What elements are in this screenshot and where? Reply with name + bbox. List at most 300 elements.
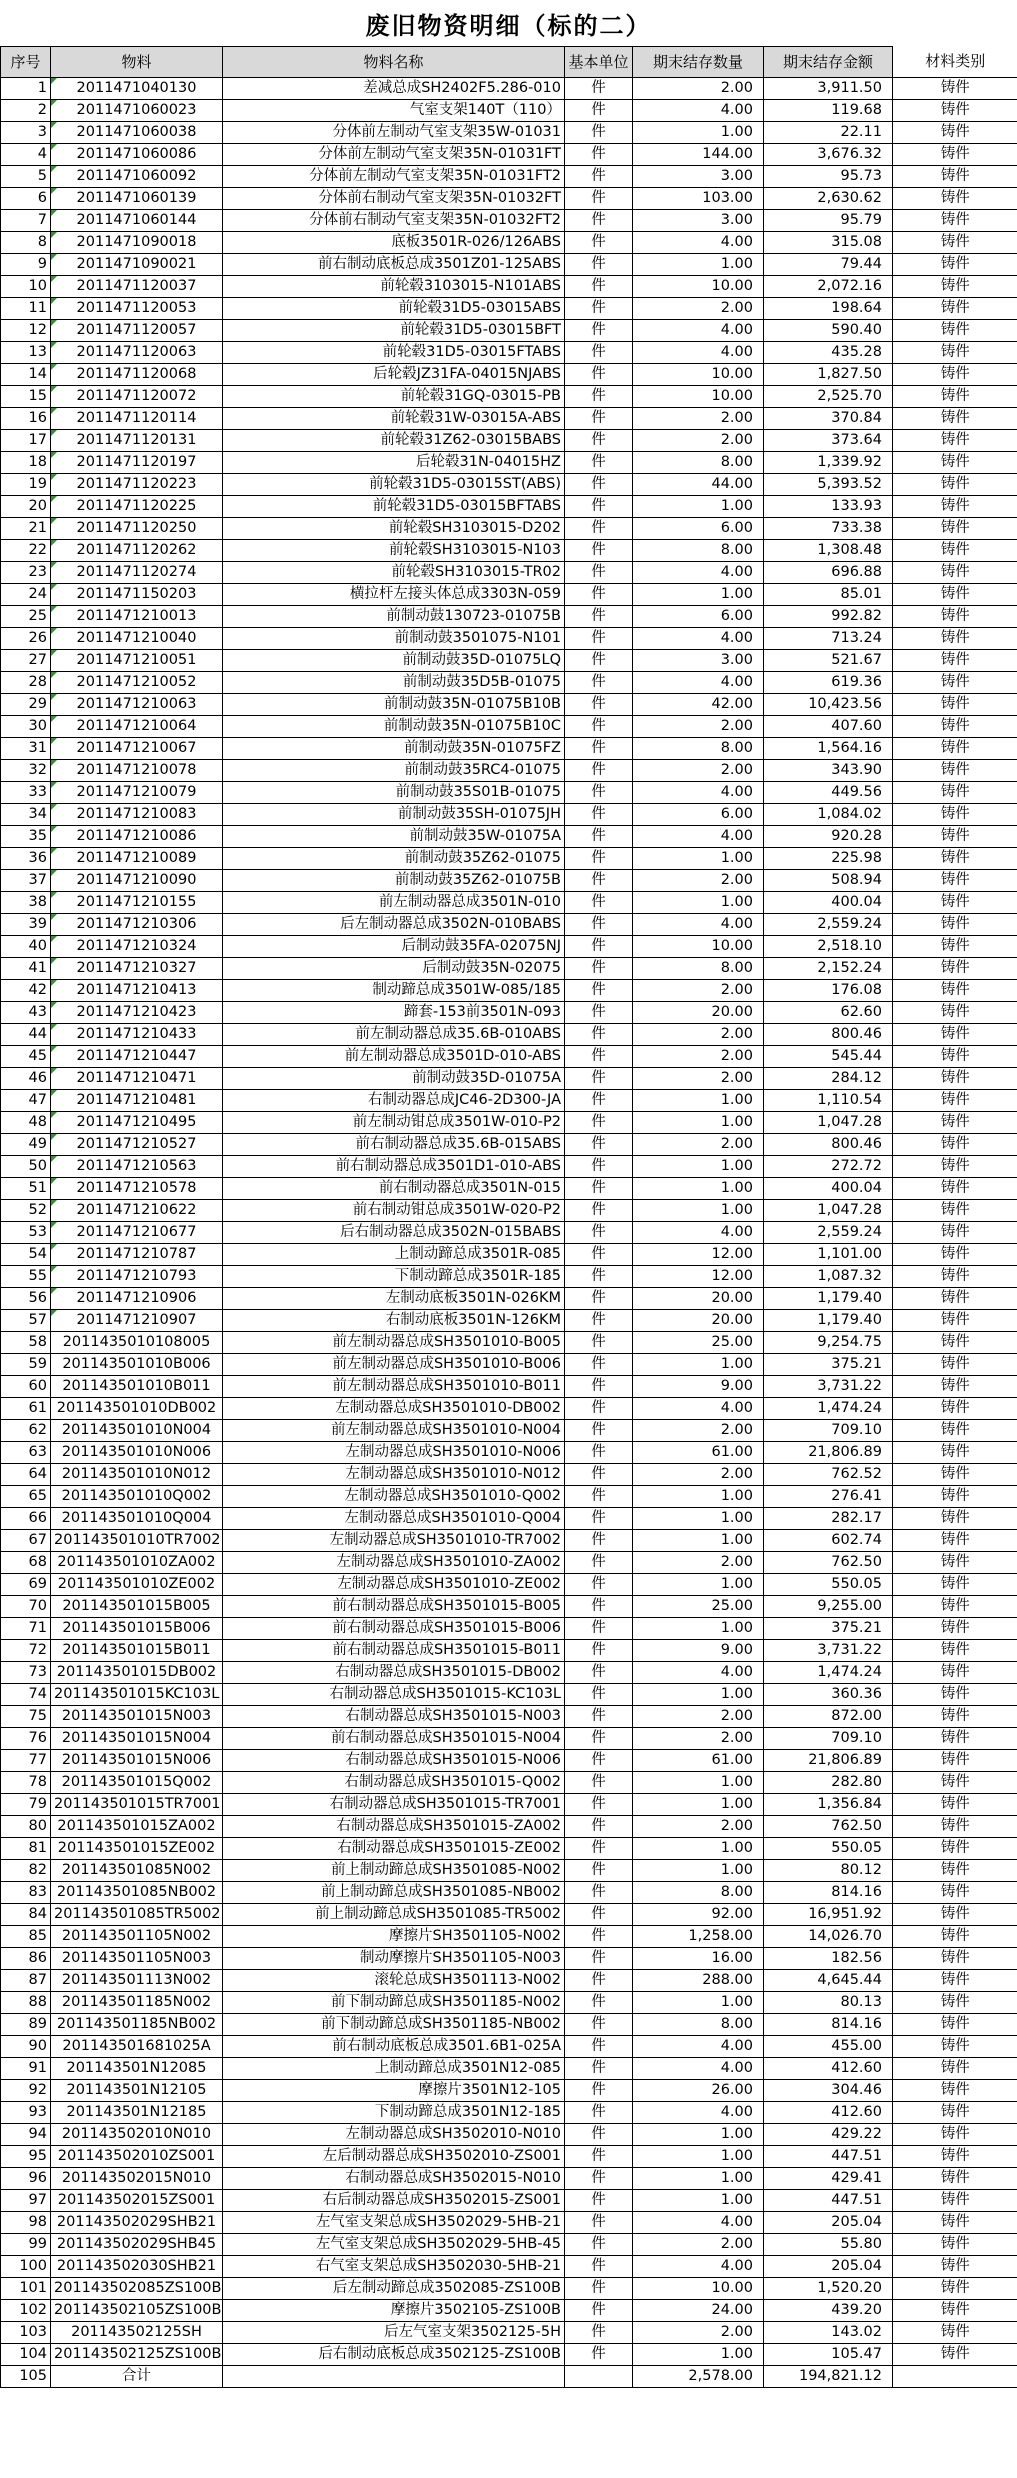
material-name-cell[interactable] [223, 628, 565, 650]
category-cell[interactable] [893, 738, 1017, 760]
category-cell[interactable] [893, 650, 1017, 672]
error-indicator-icon[interactable] [51, 760, 57, 766]
unit-cell[interactable] [565, 210, 633, 232]
error-indicator-icon[interactable] [51, 122, 57, 128]
category-cell[interactable] [893, 1706, 1017, 1728]
material-name-cell[interactable] [223, 1002, 565, 1024]
unit-cell[interactable] [565, 2234, 633, 2256]
material-code-cell[interactable] [51, 430, 223, 452]
material-name-cell[interactable] [223, 2300, 565, 2322]
quantity-cell[interactable] [633, 518, 764, 540]
amount-cell[interactable] [764, 1266, 893, 1288]
material-code-cell[interactable] [51, 848, 223, 870]
error-indicator-icon[interactable] [51, 430, 57, 436]
unit-cell[interactable] [565, 2344, 633, 2366]
error-indicator-icon[interactable] [51, 870, 57, 876]
row-index-cell[interactable] [1, 78, 51, 100]
material-code-cell[interactable] [51, 166, 223, 188]
row-index-cell[interactable] [1, 1002, 51, 1024]
error-indicator-icon[interactable] [51, 1156, 57, 1162]
category-cell[interactable] [893, 1134, 1017, 1156]
category-cell[interactable] [893, 1530, 1017, 1552]
material-code-cell[interactable] [51, 1508, 223, 1530]
error-indicator-icon[interactable] [51, 1288, 57, 1294]
quantity-cell[interactable] [633, 1728, 764, 1750]
category-cell[interactable] [893, 826, 1017, 848]
material-code-cell[interactable] [51, 672, 223, 694]
amount-cell[interactable] [764, 1398, 893, 1420]
amount-cell[interactable] [764, 518, 893, 540]
category-cell[interactable] [893, 408, 1017, 430]
material-code-cell[interactable] [51, 342, 223, 364]
amount-cell[interactable] [764, 2146, 893, 2168]
material-code-cell[interactable] [51, 1926, 223, 1948]
material-name-cell[interactable] [223, 166, 565, 188]
category-cell[interactable] [893, 144, 1017, 166]
row-index-cell[interactable] [1, 2124, 51, 2146]
category-cell[interactable] [893, 562, 1017, 584]
amount-cell[interactable] [764, 78, 893, 100]
category-cell[interactable] [893, 914, 1017, 936]
material-name-cell[interactable] [223, 1640, 565, 1662]
error-indicator-icon[interactable] [51, 100, 57, 106]
unit-cell[interactable] [565, 166, 633, 188]
quantity-cell[interactable] [633, 1948, 764, 1970]
amount-cell[interactable] [764, 1068, 893, 1090]
material-name-cell[interactable] [223, 518, 565, 540]
category-cell[interactable] [893, 848, 1017, 870]
unit-cell[interactable] [565, 1046, 633, 1068]
category-cell[interactable] [893, 1970, 1017, 1992]
unit-cell[interactable] [565, 1486, 633, 1508]
error-indicator-icon[interactable] [51, 782, 57, 788]
material-name-cell[interactable] [223, 1354, 565, 1376]
category-cell[interactable] [893, 1816, 1017, 1838]
amount-cell[interactable] [764, 1178, 893, 1200]
material-name-cell[interactable] [223, 1970, 565, 1992]
row-index-cell[interactable] [1, 452, 51, 474]
row-index-cell[interactable] [1, 716, 51, 738]
material-name-cell[interactable] [223, 1310, 565, 1332]
row-index-cell[interactable] [1, 1332, 51, 1354]
error-indicator-icon[interactable] [51, 1002, 57, 1008]
material-name-cell[interactable] [223, 1684, 565, 1706]
row-index-cell[interactable] [1, 1266, 51, 1288]
amount-cell[interactable] [764, 760, 893, 782]
quantity-cell[interactable] [633, 1112, 764, 1134]
row-index-cell[interactable] [1, 1772, 51, 1794]
unit-cell[interactable] [565, 1552, 633, 1574]
col-header-quantity[interactable]: 期末结存数量 [633, 47, 764, 78]
material-code-cell[interactable] [51, 1618, 223, 1640]
amount-cell[interactable] [764, 496, 893, 518]
material-name-cell[interactable] [223, 1574, 565, 1596]
unit-cell[interactable] [565, 1002, 633, 1024]
unit-cell[interactable] [565, 958, 633, 980]
amount-cell[interactable] [764, 562, 893, 584]
material-code-cell[interactable] [51, 1046, 223, 1068]
row-index-cell[interactable] [1, 584, 51, 606]
category-cell[interactable] [893, 1464, 1017, 1486]
material-code-cell[interactable] [51, 870, 223, 892]
material-code-cell[interactable] [51, 298, 223, 320]
unit-cell[interactable] [565, 254, 633, 276]
error-indicator-icon[interactable] [51, 188, 57, 194]
category-cell[interactable] [893, 1574, 1017, 1596]
material-code-cell[interactable] [51, 1134, 223, 1156]
row-index-cell[interactable] [1, 496, 51, 518]
row-index-cell[interactable] [1, 1178, 51, 1200]
unit-cell[interactable] [565, 1860, 633, 1882]
category-cell[interactable] [893, 540, 1017, 562]
unit-cell[interactable] [565, 298, 633, 320]
quantity-cell[interactable] [633, 892, 764, 914]
quantity-cell[interactable] [633, 78, 764, 100]
quantity-cell[interactable] [633, 2300, 764, 2322]
error-indicator-icon[interactable] [51, 694, 57, 700]
category-cell[interactable] [893, 342, 1017, 364]
category-cell[interactable] [893, 1794, 1017, 1816]
material-code-cell[interactable] [51, 1772, 223, 1794]
material-name-cell[interactable] [223, 364, 565, 386]
amount-cell[interactable] [764, 694, 893, 716]
category-cell[interactable] [893, 1552, 1017, 1574]
material-code-cell[interactable] [51, 1640, 223, 1662]
row-index-cell[interactable] [1, 2278, 51, 2300]
material-name-cell[interactable] [223, 1376, 565, 1398]
material-code-cell[interactable] [51, 1112, 223, 1134]
quantity-cell[interactable] [633, 650, 764, 672]
unit-cell[interactable] [565, 1596, 633, 1618]
amount-cell[interactable] [764, 606, 893, 628]
unit-cell[interactable] [565, 518, 633, 540]
category-cell[interactable] [893, 628, 1017, 650]
row-index-cell[interactable] [1, 1288, 51, 1310]
error-indicator-icon[interactable] [51, 320, 57, 326]
material-code-cell[interactable] [51, 1574, 223, 1596]
row-index-cell[interactable] [1, 914, 51, 936]
unit-cell[interactable] [565, 1794, 633, 1816]
amount-cell[interactable] [764, 1134, 893, 1156]
unit-cell[interactable] [565, 2058, 633, 2080]
error-indicator-icon[interactable] [51, 892, 57, 898]
quantity-cell[interactable] [633, 914, 764, 936]
category-cell[interactable] [893, 78, 1017, 100]
row-index-cell[interactable] [1, 1244, 51, 1266]
error-indicator-icon[interactable] [51, 474, 57, 480]
amount-cell[interactable] [764, 936, 893, 958]
category-cell[interactable] [893, 1288, 1017, 1310]
amount-cell[interactable] [764, 474, 893, 496]
material-code-cell[interactable] [51, 2146, 223, 2168]
material-code-cell[interactable] [51, 1948, 223, 1970]
unit-cell[interactable] [565, 650, 633, 672]
quantity-cell[interactable] [633, 2036, 764, 2058]
amount-cell[interactable] [764, 166, 893, 188]
unit-cell[interactable] [565, 738, 633, 760]
material-name-cell[interactable] [223, 1046, 565, 1068]
category-cell[interactable] [893, 1772, 1017, 1794]
material-code-cell[interactable] [51, 1728, 223, 1750]
quantity-cell[interactable] [633, 782, 764, 804]
category-cell[interactable] [893, 2344, 1017, 2366]
row-index-cell[interactable] [1, 892, 51, 914]
material-name-cell[interactable] [223, 254, 565, 276]
amount-cell[interactable] [764, 2212, 893, 2234]
material-name-cell[interactable] [223, 2146, 565, 2168]
amount-cell[interactable] [764, 1002, 893, 1024]
amount-cell[interactable] [764, 2168, 893, 2190]
material-code-cell[interactable] [51, 2058, 223, 2080]
quantity-cell[interactable] [633, 958, 764, 980]
error-indicator-icon[interactable] [51, 716, 57, 722]
quantity-cell[interactable] [633, 2168, 764, 2190]
unit-cell[interactable] [565, 1772, 633, 1794]
category-cell[interactable] [893, 320, 1017, 342]
material-name-cell[interactable] [223, 1882, 565, 1904]
material-name-cell[interactable] [223, 1904, 565, 1926]
quantity-cell[interactable] [633, 1068, 764, 1090]
material-name-cell[interactable] [223, 1156, 565, 1178]
material-code-cell[interactable] [51, 1552, 223, 1574]
row-index-cell[interactable] [1, 1574, 51, 1596]
unit-cell[interactable] [565, 2036, 633, 2058]
quantity-cell[interactable] [633, 408, 764, 430]
unit-cell[interactable] [565, 188, 633, 210]
category-cell[interactable] [893, 1860, 1017, 1882]
material-name-cell[interactable] [223, 430, 565, 452]
category-cell[interactable] [893, 1156, 1017, 1178]
material-name-cell[interactable] [223, 100, 565, 122]
amount-cell[interactable] [764, 144, 893, 166]
amount-cell[interactable] [764, 254, 893, 276]
quantity-cell[interactable] [633, 1398, 764, 1420]
error-indicator-icon[interactable] [51, 1266, 57, 1272]
unit-cell[interactable] [565, 1288, 633, 1310]
material-code-cell[interactable] [51, 1442, 223, 1464]
unit-cell[interactable] [565, 1948, 633, 1970]
error-indicator-icon[interactable] [51, 518, 57, 524]
category-cell[interactable] [893, 1354, 1017, 1376]
material-name-cell[interactable] [223, 1244, 565, 1266]
row-index-cell[interactable] [1, 760, 51, 782]
row-index-cell[interactable] [1, 2036, 51, 2058]
material-code-cell[interactable] [51, 1244, 223, 1266]
material-code-cell[interactable] [51, 78, 223, 100]
row-index-cell[interactable] [1, 2058, 51, 2080]
material-code-cell[interactable] [51, 804, 223, 826]
material-code-cell[interactable] [51, 2234, 223, 2256]
material-name-cell[interactable] [223, 144, 565, 166]
unit-cell[interactable] [565, 496, 633, 518]
material-name-cell[interactable] [223, 870, 565, 892]
quantity-cell[interactable] [633, 1156, 764, 1178]
row-index-cell[interactable] [1, 1112, 51, 1134]
category-cell[interactable] [893, 2124, 1017, 2146]
unit-cell[interactable] [565, 1992, 633, 2014]
category-cell[interactable] [893, 1882, 1017, 1904]
category-cell[interactable] [893, 2234, 1017, 2256]
material-code-cell[interactable] [51, 760, 223, 782]
row-index-cell[interactable] [1, 980, 51, 1002]
amount-cell[interactable] [764, 2344, 893, 2366]
category-cell[interactable] [893, 1002, 1017, 1024]
amount-cell[interactable] [764, 1596, 893, 1618]
amount-cell[interactable] [764, 1112, 893, 1134]
material-code-cell[interactable] [51, 100, 223, 122]
quantity-cell[interactable] [633, 826, 764, 848]
category-cell[interactable] [893, 870, 1017, 892]
category-cell[interactable] [893, 1904, 1017, 1926]
category-cell[interactable] [893, 2256, 1017, 2278]
material-code-cell[interactable] [51, 1376, 223, 1398]
error-indicator-icon[interactable] [51, 342, 57, 348]
category-cell[interactable] [893, 716, 1017, 738]
material-code-cell[interactable] [51, 1002, 223, 1024]
quantity-cell[interactable] [633, 1618, 764, 1640]
category-cell[interactable] [893, 232, 1017, 254]
material-name-cell[interactable] [223, 2168, 565, 2190]
quantity-cell[interactable] [633, 100, 764, 122]
unit-cell[interactable] [565, 584, 633, 606]
quantity-cell[interactable] [633, 2080, 764, 2102]
category-cell[interactable] [893, 2168, 1017, 2190]
category-cell[interactable] [893, 2322, 1017, 2344]
amount-cell[interactable] [764, 584, 893, 606]
quantity-cell[interactable] [633, 144, 764, 166]
error-indicator-icon[interactable] [51, 408, 57, 414]
material-name-cell[interactable] [223, 1706, 565, 1728]
category-cell[interactable] [893, 1222, 1017, 1244]
quantity-cell[interactable] [633, 1970, 764, 1992]
unit-cell[interactable] [565, 2300, 633, 2322]
material-code-cell[interactable] [51, 232, 223, 254]
unit-cell[interactable] [565, 2146, 633, 2168]
category-cell[interactable] [893, 1618, 1017, 1640]
error-indicator-icon[interactable] [51, 738, 57, 744]
row-index-cell[interactable] [1, 1222, 51, 1244]
amount-cell[interactable] [764, 2102, 893, 2124]
amount-cell[interactable] [764, 804, 893, 826]
amount-cell[interactable] [764, 1640, 893, 1662]
unit-cell[interactable] [565, 2212, 633, 2234]
material-name-cell[interactable] [223, 1178, 565, 1200]
row-index-cell[interactable] [1, 1200, 51, 1222]
col-header-amount[interactable]: 期末结存金额 [764, 47, 893, 78]
unit-cell[interactable] [565, 430, 633, 452]
material-code-cell[interactable] [51, 210, 223, 232]
row-index-cell[interactable] [1, 2190, 51, 2212]
category-cell[interactable] [893, 1112, 1017, 1134]
material-code-cell[interactable] [51, 452, 223, 474]
category-cell[interactable] [893, 1926, 1017, 1948]
amount-cell[interactable] [764, 1376, 893, 1398]
category-cell[interactable] [893, 474, 1017, 496]
row-index-cell[interactable] [1, 2212, 51, 2234]
row-index-cell[interactable] [1, 1134, 51, 1156]
amount-cell[interactable] [764, 2036, 893, 2058]
material-name-cell[interactable] [223, 188, 565, 210]
quantity-cell[interactable] [633, 1552, 764, 1574]
amount-cell[interactable] [764, 386, 893, 408]
row-index-cell[interactable] [1, 254, 51, 276]
material-code-cell[interactable] [51, 1024, 223, 1046]
unit-cell[interactable] [565, 122, 633, 144]
category-cell[interactable] [893, 1068, 1017, 1090]
quantity-cell[interactable] [633, 276, 764, 298]
category-cell[interactable] [893, 782, 1017, 804]
col-header-material[interactable]: 物料 [51, 47, 223, 78]
error-indicator-icon[interactable] [51, 936, 57, 942]
material-code-cell[interactable] [51, 2344, 223, 2366]
category-cell[interactable] [893, 1948, 1017, 1970]
quantity-cell[interactable] [633, 298, 764, 320]
material-name-cell[interactable] [223, 320, 565, 342]
row-index-cell[interactable] [1, 694, 51, 716]
unit-cell[interactable] [565, 1156, 633, 1178]
row-index-cell[interactable] [1, 1486, 51, 1508]
material-name-cell[interactable] [223, 562, 565, 584]
amount-cell[interactable] [764, 2234, 893, 2256]
quantity-cell[interactable] [633, 430, 764, 452]
material-name-cell[interactable] [223, 936, 565, 958]
material-name-cell[interactable] [223, 1398, 565, 1420]
category-cell[interactable] [893, 386, 1017, 408]
category-cell[interactable] [893, 2080, 1017, 2102]
material-name-cell[interactable] [223, 716, 565, 738]
row-index-cell[interactable] [1, 804, 51, 826]
amount-cell[interactable] [764, 1200, 893, 1222]
unit-cell[interactable] [565, 892, 633, 914]
unit-cell[interactable] [565, 1178, 633, 1200]
quantity-cell[interactable] [633, 1200, 764, 1222]
material-code-cell[interactable] [51, 716, 223, 738]
amount-cell[interactable] [764, 2190, 893, 2212]
error-indicator-icon[interactable] [51, 232, 57, 238]
material-code-cell[interactable] [51, 2014, 223, 2036]
error-indicator-icon[interactable] [51, 540, 57, 546]
material-code-cell[interactable] [51, 1838, 223, 1860]
material-code-cell[interactable] [51, 2102, 223, 2124]
quantity-cell[interactable] [633, 496, 764, 518]
row-index-cell[interactable] [1, 2344, 51, 2366]
material-name-cell[interactable] [223, 2322, 565, 2344]
quantity-cell[interactable] [633, 320, 764, 342]
quantity-cell[interactable] [633, 584, 764, 606]
error-indicator-icon[interactable] [51, 1068, 57, 1074]
material-code-cell[interactable] [51, 1354, 223, 1376]
category-cell[interactable] [893, 1024, 1017, 1046]
quantity-cell[interactable] [633, 2014, 764, 2036]
unit-cell[interactable] [565, 1090, 633, 1112]
row-index-cell[interactable] [1, 1728, 51, 1750]
material-code-cell[interactable] [51, 2036, 223, 2058]
quantity-cell[interactable] [633, 1882, 764, 1904]
row-index-cell[interactable] [1, 738, 51, 760]
row-index-cell[interactable] [1, 474, 51, 496]
material-name-cell[interactable] [223, 1024, 565, 1046]
unit-cell[interactable] [565, 1222, 633, 1244]
category-cell[interactable] [893, 122, 1017, 144]
amount-cell[interactable] [764, 782, 893, 804]
amount-cell[interactable] [764, 1046, 893, 1068]
material-code-cell[interactable] [51, 2124, 223, 2146]
quantity-cell[interactable] [633, 1178, 764, 1200]
material-code-cell[interactable] [51, 1794, 223, 1816]
unit-cell[interactable] [565, 562, 633, 584]
unit-cell[interactable] [565, 1200, 633, 1222]
amount-cell[interactable] [764, 452, 893, 474]
